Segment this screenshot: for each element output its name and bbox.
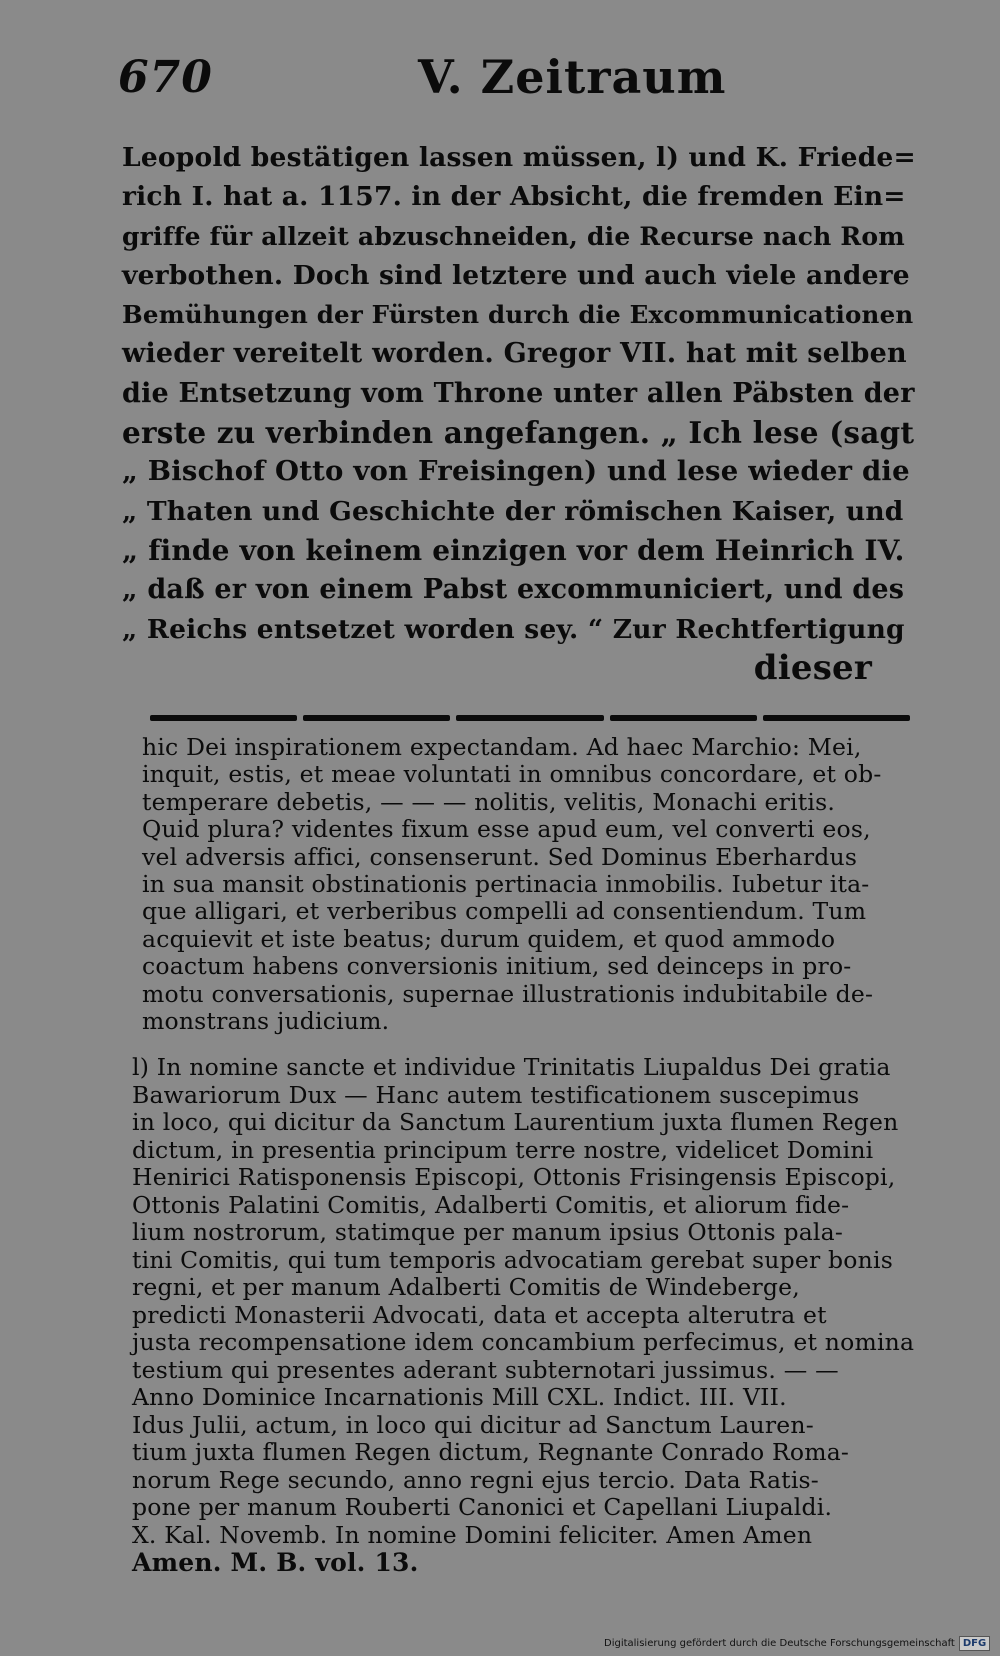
- footnote-line: X. Kal. Novemb. In nomine Domini feliciter. Amen Amen: [132, 1520, 813, 1549]
- footnote-line: predicti Monasterii Advocati, data et accepta alterutra et: [132, 1300, 827, 1329]
- main-text-line: Bemühungen der Fürsten durch die Excommunicationen: [122, 300, 914, 330]
- main-text-line: „ finde von keinem einzigen vor dem Heinrich IV.: [122, 533, 905, 567]
- main-text: [122, 138, 916, 688]
- digitization-credit: [604, 1635, 990, 1652]
- footnote-line: in sua mansit obstinationis pertinacia inmobilis. Iubetur ita-: [142, 869, 870, 898]
- main-text-line: erste zu verbinden angefangen. „ Ich lese (sagt: [122, 415, 915, 451]
- rule-segment: [456, 715, 603, 721]
- credit-text: Digitalisierung gefördert durch die Deutsche Forschungsgemeinschaft: [604, 1638, 955, 1649]
- footnote-line: hic Dei inspirationem expectandam. Ad haec Marchio: Mei,: [142, 733, 862, 761]
- footnote-line: inquit, estis, et meae voluntati in omnibus concordare, et ob-: [142, 760, 882, 789]
- footnote-continuation: [142, 734, 914, 1035]
- footnote-line: Anno Dominice Incarnationis Mill CXL. Indict. III. VII.: [132, 1383, 787, 1411]
- footnote-line: tium juxta flumen Regen dictum, Regnante Conrado Roma-: [132, 1438, 850, 1466]
- footnote-line: Amen. M. B. vol. 13.: [132, 1548, 419, 1577]
- rule-segment: [610, 715, 757, 721]
- footnote-line: dictum, in presentia principum terre nostre, videlicet Domini: [132, 1135, 874, 1164]
- main-text-line: „ daß er von einem Pabst excommuniciert, und des: [122, 574, 905, 606]
- footnote-line: testium qui presentes aderant subternotari jussimus. — —: [132, 1355, 839, 1384]
- footnote-line: Henirici Ratisponensis Episcopi, Ottonis Frisingensis Episcopi,: [132, 1163, 896, 1191]
- main-text-line: „ Bischof Otto von Freisingen) und lese wieder die: [122, 455, 910, 488]
- footnote-line: justa recompensatione idem concambium perfecimus, et nomina: [132, 1328, 915, 1356]
- main-text-line: wieder vereitelt worden. Gregor VII. hat mit selben: [122, 338, 907, 370]
- footnote-line: norum Rege secundo, anno regni ejus tercio. Data Ratis-: [132, 1465, 819, 1494]
- footnote-line: temperare debetis, — — — nolitis, velitis, Monachi eritis.: [142, 787, 836, 816]
- running-head: V. Zeitraum: [418, 50, 727, 104]
- footnote-line: tini Comitis, qui tum temporis advocatiam gerebat super bonis: [132, 1245, 893, 1274]
- page-header: [118, 52, 918, 112]
- main-text-line: „ Reichs entsetzet worden sey. “ Zur Rechtfertigung: [122, 613, 905, 645]
- main-text-line: „ Thaten und Geschichte der römischen Kaiser, und: [122, 495, 904, 527]
- main-text-line: rich I. hat a. 1157. in der Absicht, die fremden Ein=: [122, 181, 906, 213]
- footnote-separator-rule: [150, 715, 910, 723]
- footnote-line: acquievit et iste beatus; durum quidem, et quod ammodo: [142, 924, 836, 953]
- footnote-line: coactum habens conversionis initium, sed deinceps in pro-: [142, 952, 852, 981]
- footnote-l: [132, 1054, 914, 1577]
- main-text-line: verbothen. Doch sind letztere und auch viele andere: [122, 259, 910, 291]
- footnote-line: Ottonis Palatini Comitis, Adalberti Comitis, et aliorum fide-: [132, 1190, 850, 1219]
- footnote-line: l) In nomine sancte et individue Trinitatis Liupaldus Dei gratia: [132, 1053, 891, 1081]
- footnote-line: pone per manum Rouberti Canonici et Capellani Liupaldi.: [132, 1493, 833, 1521]
- catchword: dieser: [753, 647, 872, 688]
- footnote-line: motu conversationis, supernae illustrationis indubitabile de-: [142, 979, 874, 1008]
- footnote-line: vel adversis affici, consenserunt. Sed Dominus Eberhardus: [142, 842, 858, 871]
- dfg-logo-icon: DFG: [959, 1636, 990, 1651]
- main-text-line: die Entsetzung vom Throne unter allen Päbsten der: [122, 377, 915, 409]
- footnote-line: Idus Julii, actum, in loco qui dicitur ad Sanctum Lauren-: [132, 1410, 814, 1439]
- rule-segment: [303, 715, 450, 721]
- footnote-line: monstrans judicium.: [142, 1006, 390, 1035]
- page-number: 670: [118, 52, 213, 103]
- footnote-line: regni, et per manum Adalberti Comitis de Windeberge,: [132, 1273, 800, 1301]
- main-text-line: Leopold bestätigen lassen müssen, l) und K. Friede=: [122, 142, 916, 173]
- footnote-line: lium nostrorum, statimque per manum ipsius Ottonis pala-: [132, 1218, 843, 1246]
- footnote-line: Quid plura? videntes fixum esse apud eum, vel converti eos,: [142, 815, 871, 844]
- footnote-line: in loco, qui dicitur da Sanctum Laurentium juxta flumen Regen: [132, 1108, 899, 1136]
- main-text-line: griffe für allzeit abzuschneiden, die Recurse nach Rom: [122, 221, 905, 251]
- footnote-line: Bawariorum Dux — Hanc autem testificationem suscepimus: [132, 1080, 860, 1109]
- rule-segment: [150, 715, 297, 721]
- rule-segment: [763, 715, 910, 721]
- footnote-line: que alligari, et verberibus compelli ad consentiendum. Tum: [142, 897, 867, 926]
